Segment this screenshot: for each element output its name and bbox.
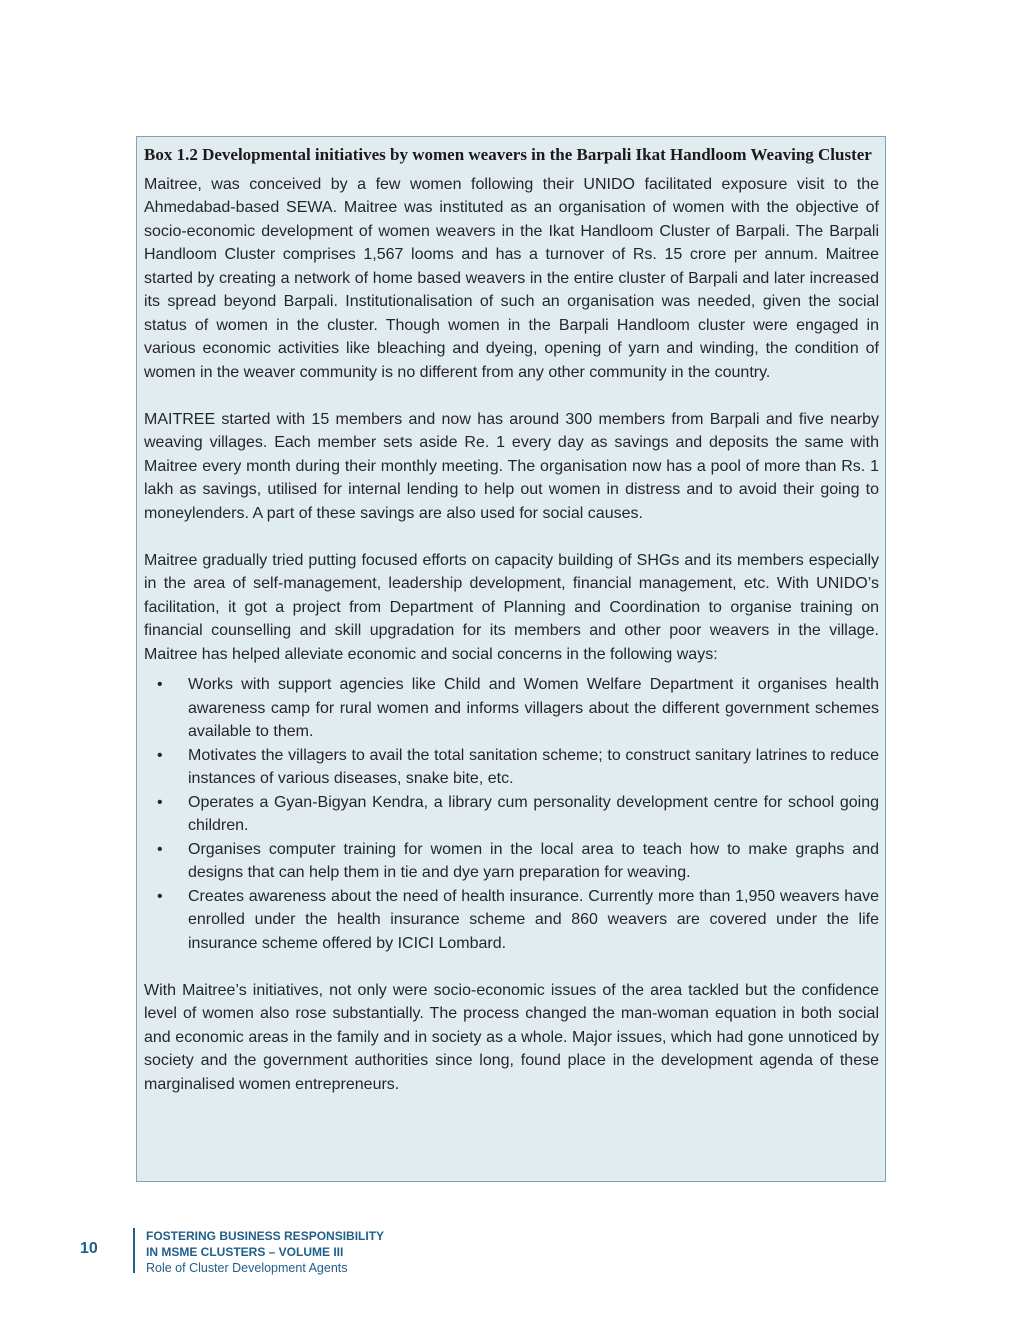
list-item (144, 885, 879, 956)
bullet-icon: • (157, 746, 163, 764)
bullet-icon: • (157, 840, 163, 858)
list-item (144, 838, 879, 885)
footer-divider (133, 1228, 135, 1273)
box-title: Box 1.2 Developmental initiatives by women weavers in the Barpali Ikat Handloom Weaving Cluster (144, 145, 872, 164)
list-item (144, 791, 879, 838)
info-box (136, 136, 886, 1182)
bullet-icon: • (157, 676, 163, 693)
bullet-icon: • (157, 887, 163, 905)
list-item-text: Motivates the villagers to avail the total sanitation scheme; to construct sanitary latrines to reduce instances of various diseases, snake bite, etc. (188, 746, 879, 787)
list-item-text: Operates a Gyan-Bigyan Kendra, a library cum personality development centre for school going children. (188, 793, 879, 834)
footer-running-title (146, 1228, 384, 1277)
bullet-icon: • (157, 793, 163, 811)
paragraph-3: Maitree gradually tried putting focused efforts on capacity building of SHGs and its members especially in the area of self-management, leadership development, financial management, etc. With UNIDO’s facilitation, it got a project from Department of Planning and Coordination to organise training on financial counselling and skill upgradation for its members and other poor weavers in the village. Maitree has helped alleviate economic and social concerns in the following ways: (144, 551, 879, 663)
list-item-text: Creates awareness about the need of health insurance. Currently more than 1,950 weavers have enrolled under the health insurance scheme and 860 weavers are covered under the life insurance scheme offered by ICICI Lombard. (188, 887, 879, 952)
bullet-list (144, 673, 879, 955)
footer-line-2: IN MSME CLUSTERS – VOLUME III (146, 1245, 344, 1259)
paragraph-1: Maitree, was conceived by a few women following their UNIDO facilitated exposure visit to the Ahmedabad-based SEWA. Maitree was instituted as an organisation of women with the objective of socio-economic development of women weavers in the Ikat Handloom Cluster of Barpali. The Barpali Handloom Cluster comprises 1,567 looms and has a turnover of Rs. 15 crore per annum. Maitree started by creating a network of home based weavers in the entire cluster of Barpali and later increased its spread beyond Barpali. Institutionalisation of such an organisation was needed, given the social status of women in the cluster. Though women in the Barpali Handloom cluster were engaged in various economic activities like bleaching and dyeing, opening of yarn and winding, the condition of women in the weaver community is no different from any other community in the country. (144, 175, 879, 381)
page-number: 10 (80, 1240, 98, 1257)
list-item (144, 744, 879, 791)
list-item (144, 673, 879, 744)
footer-line-1: FOSTERING BUSINESS RESPONSIBILITY (146, 1229, 385, 1243)
closing-paragraph: With Maitree’s initiatives, not only were socio-economic issues of the area tackled but the confidence level of women also rose substantially. The process changed the man-woman equation in both social and economic areas in the family and in society as a whole. Major issues, which had gone unnoticed by society and the government authorities since long, found place in the development agenda of these marginalised women entrepreneurs. (144, 981, 879, 1093)
list-item-text: Works with support agencies like Child and Women Welfare Department it organises health awareness camp for rural women and informs villagers about the different government schemes available to them. (188, 676, 879, 740)
list-item-text: Organises computer training for women in the local area to teach how to make graphs and designs that can help them in tie and dye yarn preparation for weaving. (188, 840, 879, 881)
paragraph-2: MAITREE started with 15 members and now has around 300 members from Barpali and five nearby weaving villages. Each member sets aside Re. 1 every day as savings and deposits the same with Maitree every month during their monthly meeting. The organisation now has a pool of more than Rs. 1 lakh as savings, utilised for internal lending to help out women in distress and to avoid their going to moneylenders. A part of these savings are also used for social causes. (144, 410, 879, 522)
footer-line-3: Role of Cluster Development Agents (146, 1261, 348, 1275)
